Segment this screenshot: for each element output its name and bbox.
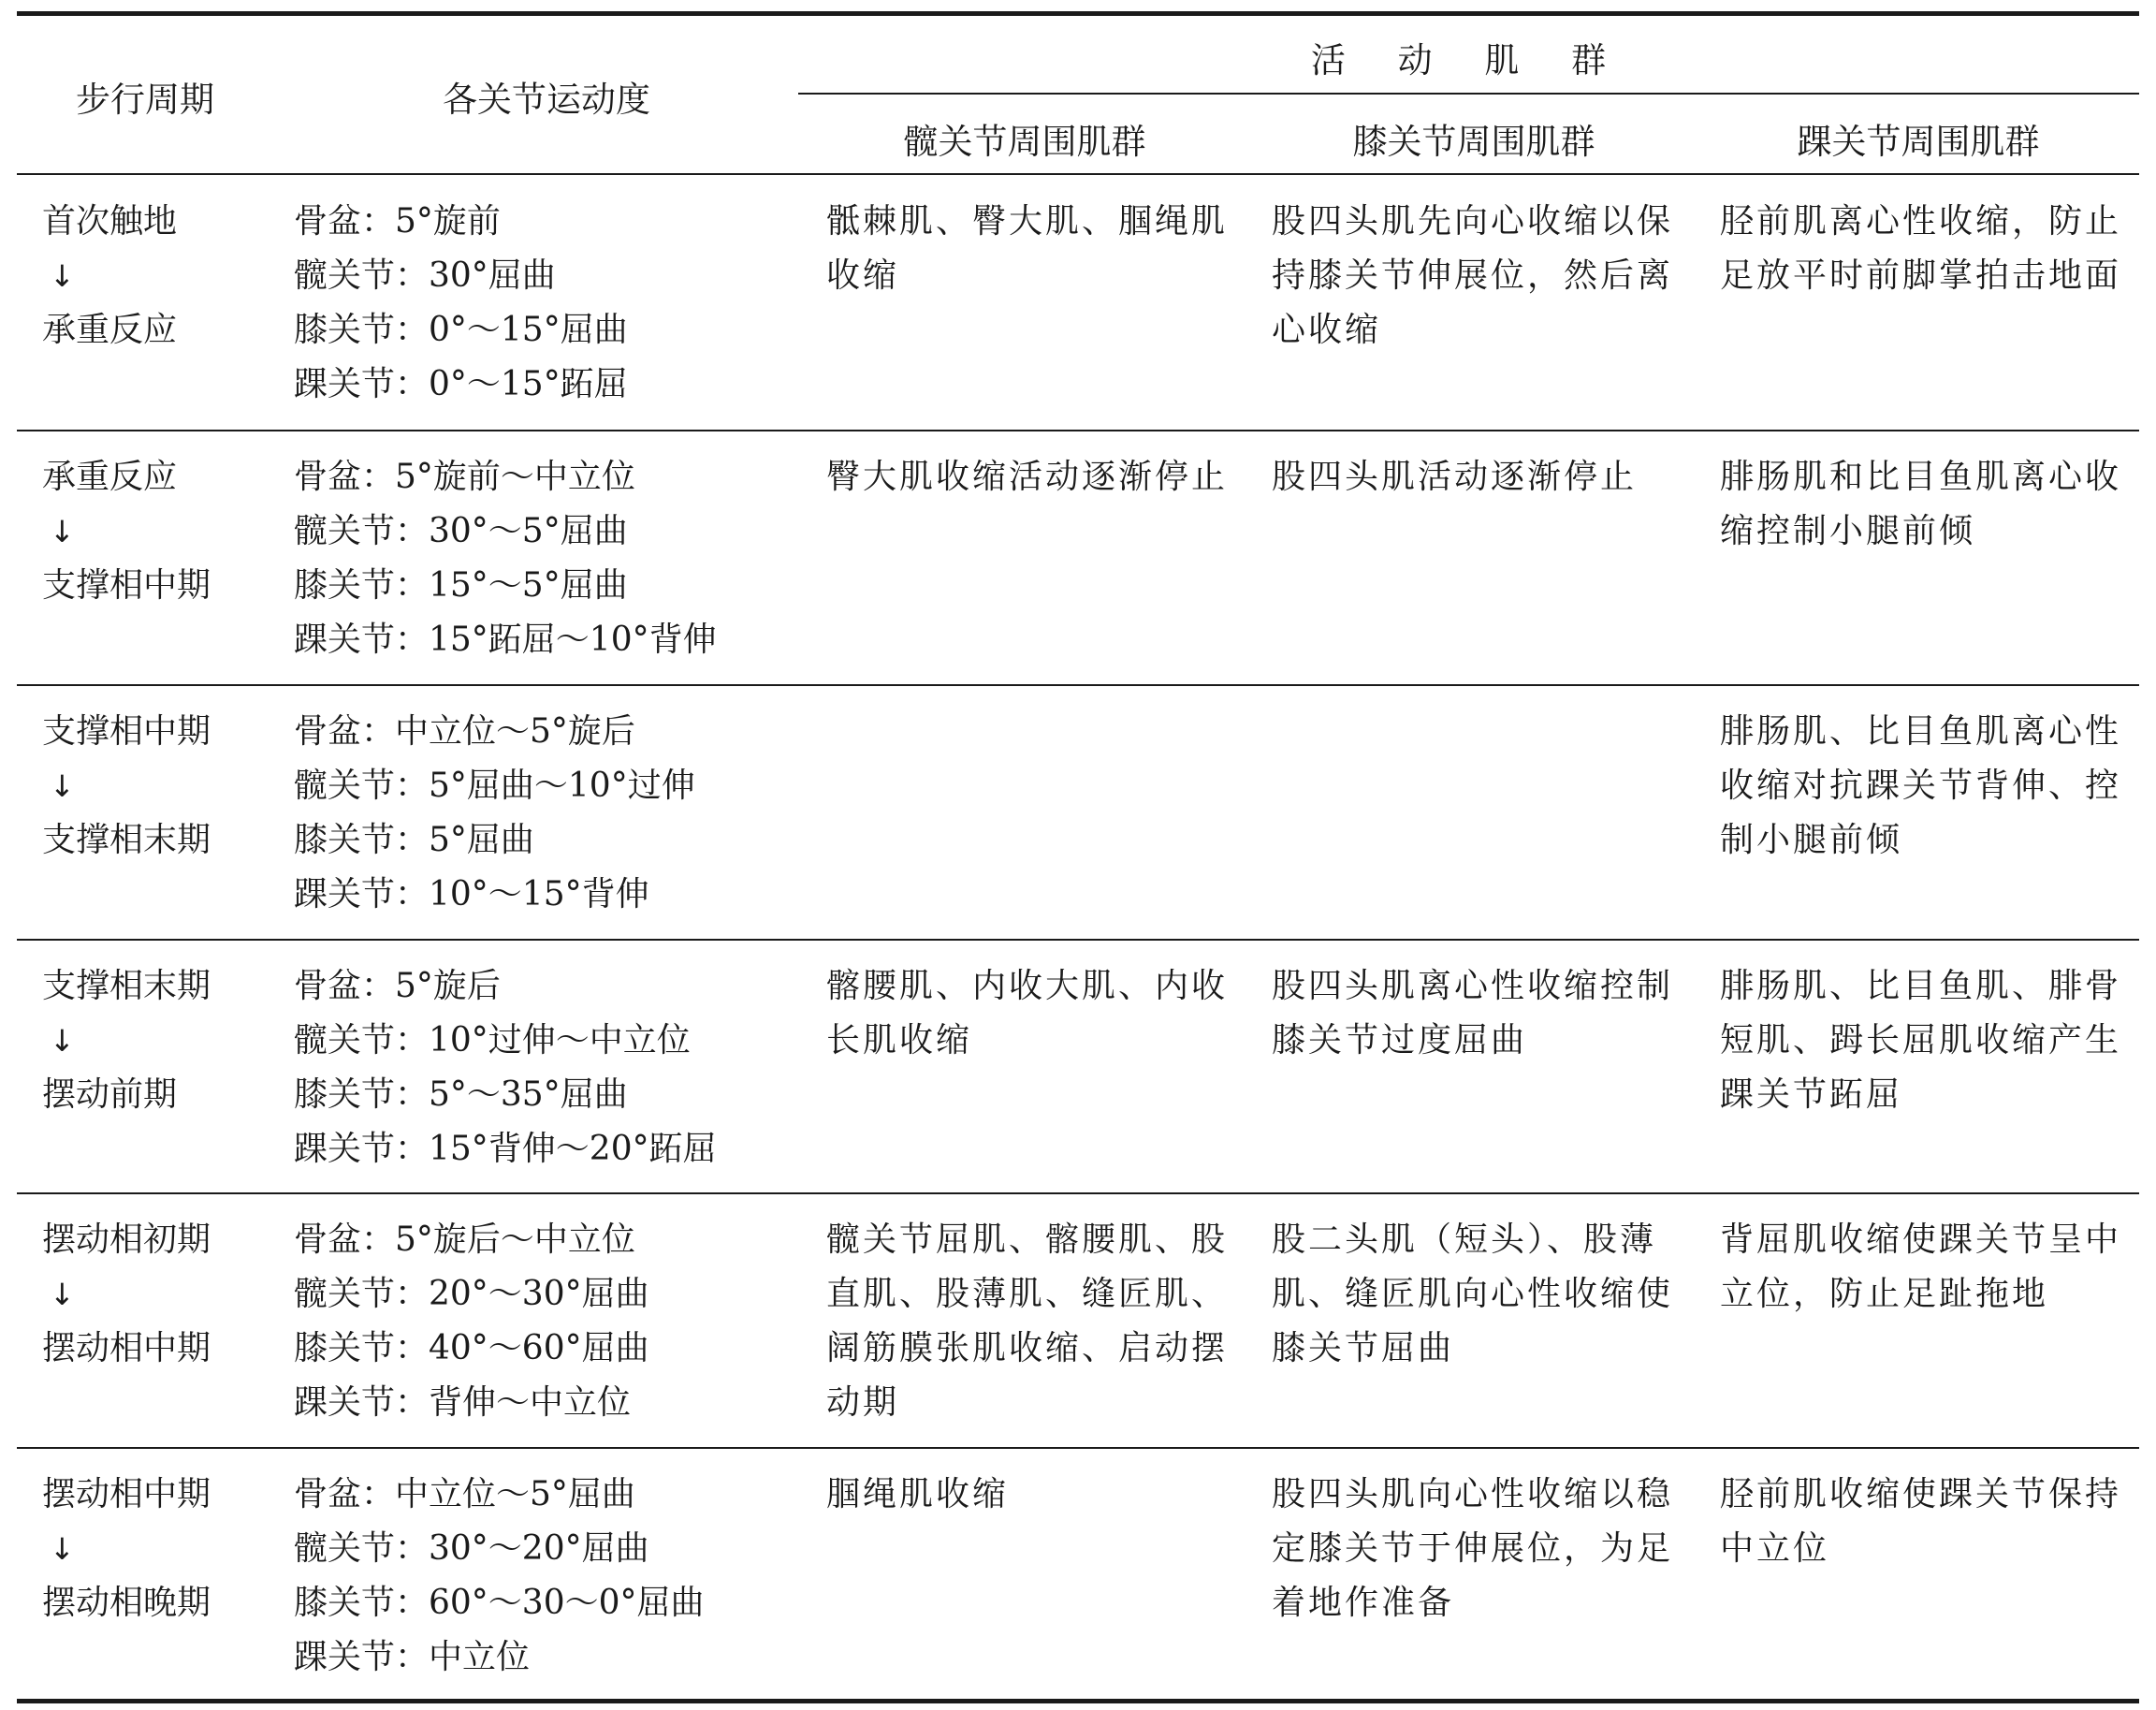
rom-line: 踝关节：中立位 (294, 1638, 531, 1676)
hip-muscles-cell: 髋关节屈肌、髂腰肌、股直肌、股薄肌、缝匠肌、阔筋膜张肌收缩、启动摆动期 (826, 1220, 1229, 1422)
phase-from: 承重反应 (42, 458, 178, 496)
rom-cell (294, 450, 799, 667)
phase-from: 摆动相中期 (42, 1475, 211, 1513)
phase-to: 摆动前期 (42, 1075, 178, 1114)
rom-cell (294, 195, 799, 412)
hip-muscles-cell: 骶棘肌、臀大肌、腘绳肌收缩 (826, 202, 1229, 295)
table-top-rule (17, 11, 2139, 16)
rom-line: 髋关节：10°过伸～中立位 (294, 1021, 691, 1060)
rom-line: 踝关节：15°跖屈～10°背伸 (294, 621, 717, 659)
header-knee-muscles: 膝关节周围肌群 (1352, 122, 1595, 162)
rom-cell (294, 959, 799, 1177)
rom-line: 骨盆：5°旋前 (294, 202, 501, 241)
arrow-down-icon: ↓ (50, 1277, 75, 1312)
rom-line: 骨盆：中立位～5°旋后 (294, 712, 635, 751)
row-divider (17, 939, 2139, 941)
rom-line: 髋关节：20°～30°屈曲 (294, 1275, 649, 1313)
rom-line: 髋关节：30°屈曲 (294, 256, 556, 295)
rom-cell (294, 1468, 799, 1685)
phase-to: 摆动相晚期 (42, 1584, 211, 1622)
arrow-down-icon: ↓ (50, 1023, 75, 1059)
phase-from: 支撑相中期 (42, 712, 211, 751)
knee-muscles-cell: 股二头肌（短头）、股薄肌、缝匠肌向心性收缩使膝关节屈曲 (1272, 1220, 1674, 1367)
header-rom: 各关节运动度 (443, 80, 650, 120)
phase-to: 支撑相末期 (42, 821, 211, 859)
header-sub-rule (798, 93, 2139, 95)
header-cycle: 步行周期 (76, 80, 214, 120)
arrow-down-icon: ↓ (50, 1531, 75, 1567)
table-bottom-rule (17, 1699, 2139, 1703)
rom-line: 膝关节：5°屈曲 (294, 821, 534, 859)
rom-line: 骨盆：5°旋前～中立位 (294, 458, 635, 496)
rom-line: 踝关节：15°背伸～20°跖屈 (294, 1130, 717, 1168)
ankle-muscles-cell: 胫前肌离心性收缩，防止足放平时前脚掌拍击地面 (1720, 202, 2122, 295)
rom-line: 膝关节：15°～5°屈曲 (294, 566, 628, 605)
ankle-muscles-cell: 胫前肌收缩使踝关节保持中立位 (1720, 1475, 2122, 1568)
rom-line: 骨盆：5°旋后～中立位 (294, 1220, 635, 1259)
rom-line: 膝关节：5°～35°屈曲 (294, 1075, 628, 1114)
hip-muscles-cell: 臀大肌收缩活动逐渐停止 (826, 458, 1229, 496)
rom-line: 髋关节：30°～5°屈曲 (294, 512, 628, 550)
phase-to: 摆动相中期 (42, 1329, 211, 1367)
rom-line: 踝关节：背伸～中立位 (294, 1383, 632, 1422)
header-hip-muscles: 髋关节周围肌群 (903, 122, 1146, 162)
gait-phase-cell (42, 1468, 267, 1630)
gait-phase-cell (42, 195, 267, 358)
rom-line: 膝关节：40°～60°屈曲 (294, 1329, 649, 1367)
row-divider (17, 430, 2139, 431)
row-divider (17, 1192, 2139, 1194)
knee-muscles-cell: 股四头肌活动逐渐停止 (1272, 458, 1638, 496)
rom-line: 踝关节：10°～15°背伸 (294, 875, 649, 913)
knee-muscles-cell: 股四头肌离心性收缩控制膝关节过度屈曲 (1272, 967, 1674, 1060)
knee-muscles-cell: 股四头肌向心性收缩以稳定膝关节于伸展位，为足着地作准备 (1272, 1475, 1674, 1622)
rom-cell (294, 705, 799, 922)
row-divider (17, 1447, 2139, 1449)
rom-line: 膝关节：60°～30～0°屈曲 (294, 1584, 705, 1622)
hip-muscles-cell: 腘绳肌收缩 (826, 1475, 1010, 1513)
ankle-muscles-cell: 背屈肌收缩使踝关节呈中立位，防止足趾拖地 (1720, 1220, 2122, 1313)
header-bottom-rule (17, 173, 2139, 175)
ankle-muscles-cell: 腓肠肌和比目鱼肌离心收缩控制小腿前倾 (1720, 458, 2122, 550)
ankle-muscles-cell: 腓肠肌、比目鱼肌、腓骨短肌、𧿹长屈肌收缩产生踝关节跖屈 (1720, 967, 2122, 1114)
header-active-muscles: 活 动 肌 群 (1310, 40, 1627, 80)
phase-from: 首次触地 (42, 202, 178, 241)
arrow-down-icon: ↓ (50, 768, 75, 804)
rom-line: 骨盆：5°旋后 (294, 967, 501, 1005)
ankle-muscles-cell: 腓肠肌、比目鱼肌离心性收缩对抗踝关节背伸、控制小腿前倾 (1720, 712, 2122, 859)
phase-to: 承重反应 (42, 311, 178, 349)
rom-line: 骨盆：中立位～5°屈曲 (294, 1475, 635, 1513)
gait-phase-cell (42, 959, 267, 1122)
gait-phase-cell (42, 450, 267, 613)
hip-muscles-cell: 髂腰肌、内收大肌、内收长肌收缩 (826, 967, 1229, 1060)
gait-phase-cell (42, 1213, 267, 1376)
rom-line: 膝关节：0°～15°屈曲 (294, 311, 628, 349)
arrow-down-icon: ↓ (50, 258, 75, 294)
phase-from: 摆动相初期 (42, 1220, 211, 1259)
rom-line: 髋关节：5°屈曲～10°过伸 (294, 767, 695, 805)
arrow-down-icon: ↓ (50, 514, 75, 549)
header-ankle-muscles: 踝关节周围肌群 (1797, 122, 2040, 162)
rom-line: 踝关节：0°～15°跖屈 (294, 365, 628, 403)
row-divider (17, 684, 2139, 686)
rom-cell (294, 1213, 799, 1430)
gait-phase-cell (42, 705, 267, 868)
knee-muscles-cell: 股四头肌先向心收缩以保持膝关节伸展位，然后离心收缩 (1272, 202, 1674, 349)
phase-to: 支撑相中期 (42, 566, 211, 605)
phase-from: 支撑相末期 (42, 967, 211, 1005)
rom-line: 髋关节：30°～20°屈曲 (294, 1529, 649, 1568)
